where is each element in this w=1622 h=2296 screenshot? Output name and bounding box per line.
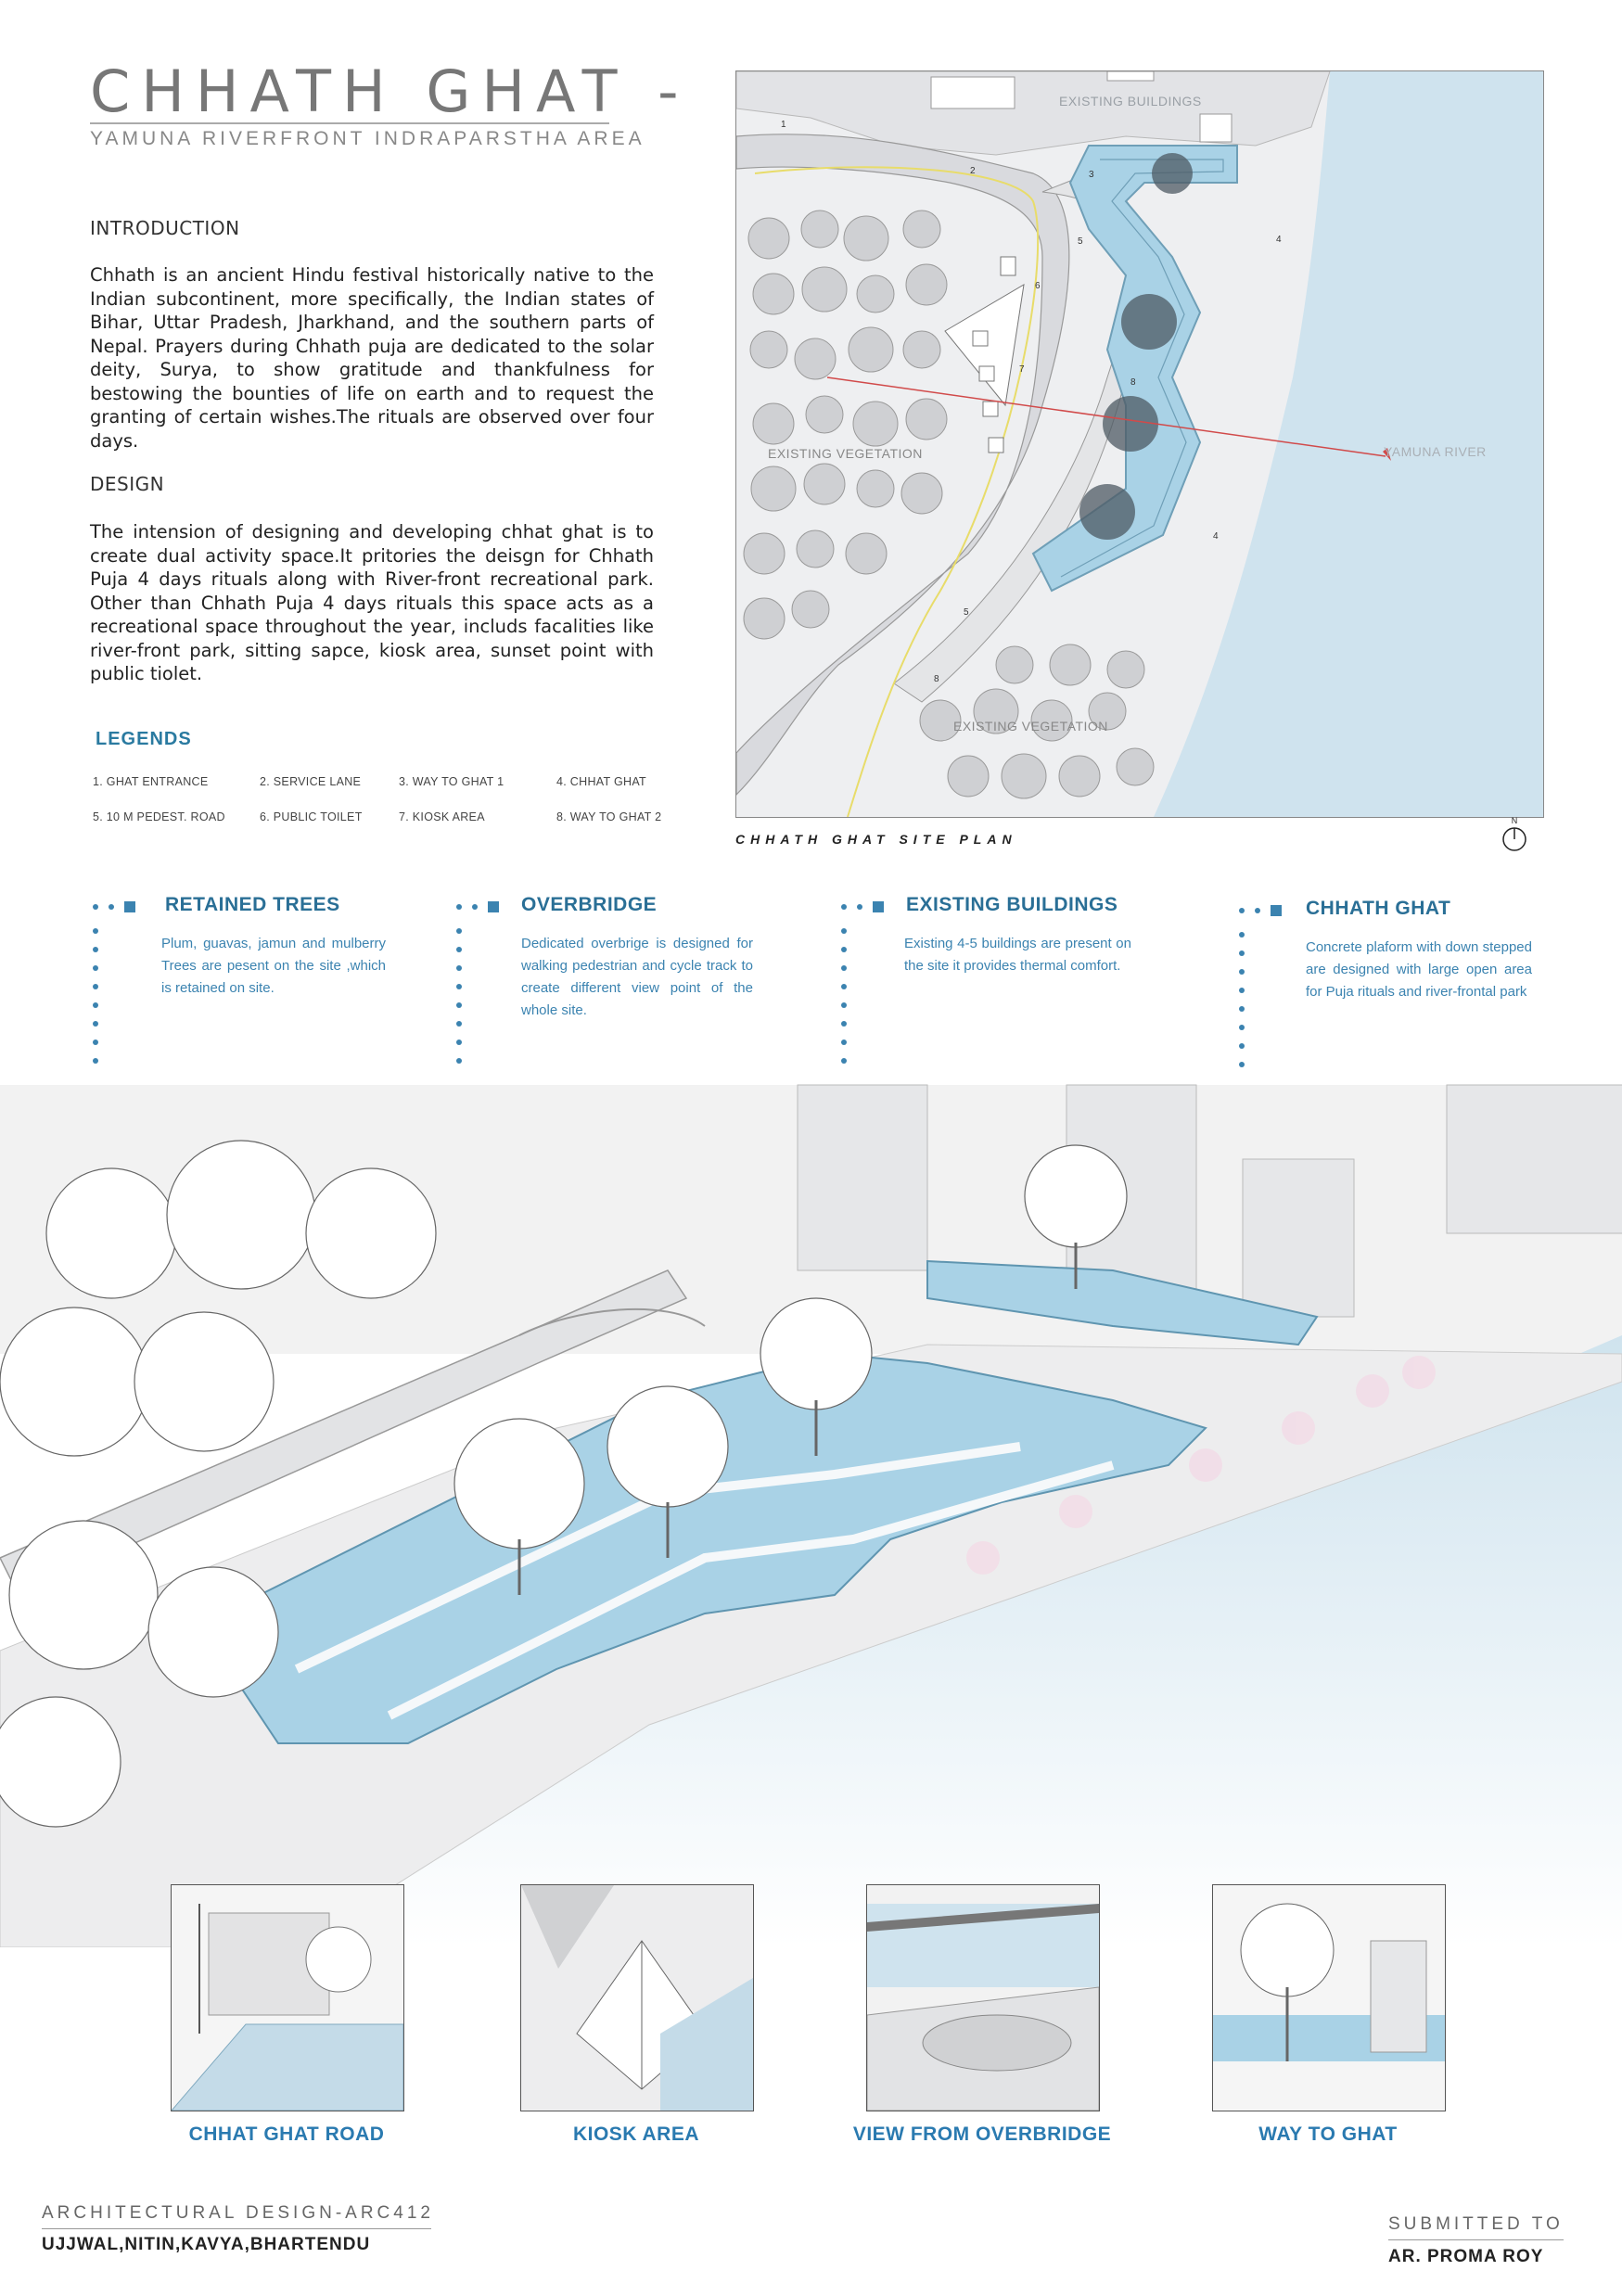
feature-text: Concrete plaform with down stepped are designed with large open area for Puja rituals and river-frontal park xyxy=(1306,939,1532,1000)
feature-title: EXISTING BUILDINGS xyxy=(906,894,1118,915)
legend-item: 8. WAY TO GHAT 2 xyxy=(556,810,662,823)
legend-item: 1. GHAT ENTRANCE xyxy=(93,775,209,788)
feature-text: Existing 4-5 buildings are present on the site it provides thermal comfort. xyxy=(904,936,1131,974)
existing-vegetation-label: EXISTING VEGETATION xyxy=(953,719,1108,733)
submitted-to-name: AR. PROMA ROY xyxy=(1388,2247,1544,2266)
view-thumb-ghat-road xyxy=(171,1884,404,2111)
plan-number: 7 xyxy=(1019,364,1025,375)
design-heading: DESIGN xyxy=(90,473,165,495)
plan-number: 2 xyxy=(970,166,976,176)
north-arrow-icon xyxy=(1501,816,1528,858)
plan-number: 8 xyxy=(934,674,939,684)
view-thumb-overbridge xyxy=(866,1884,1100,2111)
kiosk-area-image xyxy=(521,1885,753,2111)
feature-text: Plum, guavas, jamun and mulberry Trees are pesent on the site ,which is retained on site. xyxy=(161,936,386,996)
plan-number: 4 xyxy=(1213,531,1219,542)
legend-item: 2. SERVICE LANE xyxy=(260,775,362,788)
page-subtitle: YAMUNA RIVERFRONT INDRAPARSTHA AREA xyxy=(90,122,609,150)
view-label: KIOSK AREA xyxy=(572,2124,700,2145)
isometric-view xyxy=(0,1076,1622,1947)
plan-number: 5 xyxy=(964,607,969,618)
existing-vegetation-label: EXISTING VEGETATION xyxy=(768,446,923,461)
site-plan-caption: CHHATH GHAT SITE PLAN xyxy=(735,832,1017,847)
way-to-ghat-image xyxy=(1213,1885,1445,2111)
page-title: CHHATH GHAT - xyxy=(90,57,690,125)
existing-buildings-label: EXISTING BUILDINGS xyxy=(1059,94,1202,108)
north-label: N xyxy=(1511,816,1518,825)
introduction-heading: INTRODUCTION xyxy=(90,217,240,239)
view-thumb-kiosk-area xyxy=(520,1884,754,2111)
plan-number: 6 xyxy=(1035,281,1041,291)
legend-item: 3. WAY TO GHAT 1 xyxy=(399,775,504,788)
feature-title: CHHATH GHAT xyxy=(1306,898,1451,919)
design-text: The intension of designing and developing chhat ghat is to create dual activity space.It pritories the deisgn for Chhath Puja 4 days rituals along with River-front recreational park. Other than Chhath Puja 4 days rituals this space acts as a recreational space throughout the year, includs facalities like river-front park, sitting sapce, kiosk area, sunset point with public tiolet. xyxy=(90,521,654,684)
submitted-to-label: SUBMITTED TO xyxy=(1388,2214,1564,2240)
plan-number: 8 xyxy=(1130,377,1136,388)
view-label: VIEW FROM OVERBRIDGE xyxy=(852,2124,1112,2145)
yamuna-river-label: YAMUNA RIVER xyxy=(1384,444,1487,459)
plan-number: 1 xyxy=(781,120,786,130)
team-names: UJJWAL,NITIN,KAVYA,BHARTENDU xyxy=(42,2235,371,2254)
view-label: WAY TO GHAT xyxy=(1258,2124,1398,2145)
ghat-road-image xyxy=(172,1885,403,2111)
legend-item: 5. 10 M PEDEST. ROAD xyxy=(93,810,225,823)
isometric-drawing xyxy=(0,1076,1622,1947)
legend-item: 6. PUBLIC TOILET xyxy=(260,810,363,823)
view-label: CHHAT GHAT ROAD xyxy=(188,2124,385,2145)
legends-title: LEGENDS xyxy=(96,729,192,749)
plan-number: 5 xyxy=(1078,236,1083,247)
legend-item: 4. CHHAT GHAT xyxy=(556,775,646,788)
course-label: ARCHITECTURAL DESIGN-ARC412 xyxy=(42,2203,431,2229)
overbridge-view-image xyxy=(867,1885,1099,2111)
feature-title: RETAINED TREES xyxy=(165,894,340,915)
view-thumb-way-to-ghat xyxy=(1212,1884,1446,2111)
plan-number: 4 xyxy=(1276,235,1282,245)
feature-title: OVERBRIDGE xyxy=(521,894,658,915)
site-plan xyxy=(735,70,1544,818)
legend-item: 7. KIOSK AREA xyxy=(399,810,485,823)
plan-number: 3 xyxy=(1089,170,1094,180)
feature-text: Dedicated overbrige is designed for walking pedestrian and cycle track to create different view point of the whole site. xyxy=(521,936,753,1018)
introduction-text: Chhath is an ancient Hindu festival historically native to the Indian subcontinent, more specifically, the Indian states of Bihar, Uttar Pradesh, Jharkhand, and the southern parts of Nepal. Prayers during Chhath puja are dedicated to the solar deity, Surya, to show gratitude and thankfulness for bestowing the bounties of life on earth and to request the granting of certain wishes.The rituals are observed over four days. xyxy=(90,264,654,452)
